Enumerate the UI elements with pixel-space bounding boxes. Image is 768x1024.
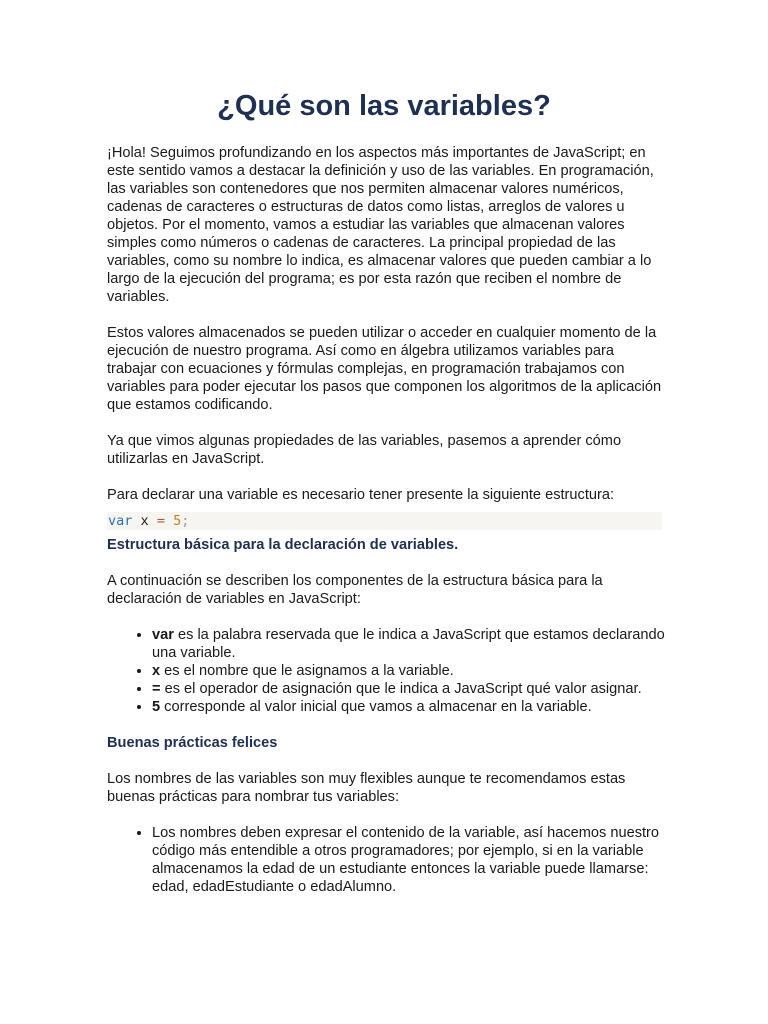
intro-paragraph-4: Para declarar una variable es necesario tener presente la siguiente estructura:: [107, 487, 615, 503]
list-item-term: 5: [152, 699, 161, 715]
good-practices-list: [107, 824, 667, 896]
document-body: [107, 144, 667, 914]
section-heading-structure: Estructura básica para la declaración de variables.: [107, 537, 459, 553]
list-item: [152, 698, 667, 716]
structure-list: [107, 626, 667, 716]
list-item-text: es el operador de asignación que le indica a JavaScript qué valor asignar.: [160, 681, 642, 697]
list-item-term: =: [152, 681, 161, 697]
list-item-text: corresponde al valor inicial que vamos a almacenar en la variable.: [160, 699, 592, 715]
section-good-practices-intro: Los nombres de las variables son muy flexibles aunque te recomendamos estas buenas prácticas para nombrar tus variables:: [107, 771, 626, 805]
list-item-term: x: [152, 663, 161, 679]
list-item: [152, 662, 667, 680]
code-keyword: var: [108, 513, 133, 529]
code-operator: =: [156, 513, 165, 529]
page-title: ¿Qué son las variables?: [217, 90, 551, 122]
list-item-text: es la palabra reservada que le indica a JavaScript que estamos declarando una variable.: [152, 627, 665, 661]
code-value: 5: [173, 513, 182, 529]
code-terminator: ;: [181, 513, 190, 529]
list-item: • Los nombres deben expresar el contenido de la variable, así hacemos nuestro código más entendible a otros programadores; por ejemplo, si en la variable almacenamos la edad de un estudiante entonces la variable puede llamarse: edad, edadEstudiante o edadAlumno.: [152, 824, 667, 896]
intro-paragraph-2: Estos valores almacenados se pueden utilizar o acceder en cualquier momento de la ejecución de nuestro programa. Así como en álgebra utilizamos variables para trabajar con ecuaciones y fórmulas complejas, en programación trabajamos con variables para poder ejecutar los pasos que componen los algoritmos de la aplicación que estamos codificando.: [107, 325, 662, 413]
code-block: [107, 512, 662, 530]
list-item: [152, 680, 667, 698]
list-item: [152, 626, 667, 662]
intro-paragraph-3: Ya que vimos algunas propiedades de las variables, pasemos a aprender cómo utilizarlas en JavaScript.: [107, 433, 622, 467]
intro-paragraph-1: ¡Hola! Seguimos profundizando en los aspectos más importantes de JavaScript; en este sentido vamos a destacar la definición y uso de las variables. En programación, las variables son contenedores que nos permiten almacenar valores numéricos, cadenas de caracteres o estructuras de datos como listas, arreglos de valores u objetos. Por el momento, vamos a estudiar las variables que almacenan valores simples como números o cadenas de caracteres. La principal propiedad de las variables, como su nombre lo indica, es almacenar valores que pueden cambiar a lo largo de la ejecución del programa; es por esta razón que reciben el nombre de variables.: [107, 145, 654, 305]
code-variable-name: x: [140, 513, 149, 529]
section-structure-intro: A continuación se describen los componentes de la estructura básica para la declaración de variables en JavaScript:: [107, 573, 603, 607]
list-item-text: es el nombre que le asignamos a la variable.: [160, 663, 454, 679]
section-heading-good-practices: Buenas prácticas felices: [107, 735, 278, 751]
list-item-term: var: [152, 627, 174, 643]
